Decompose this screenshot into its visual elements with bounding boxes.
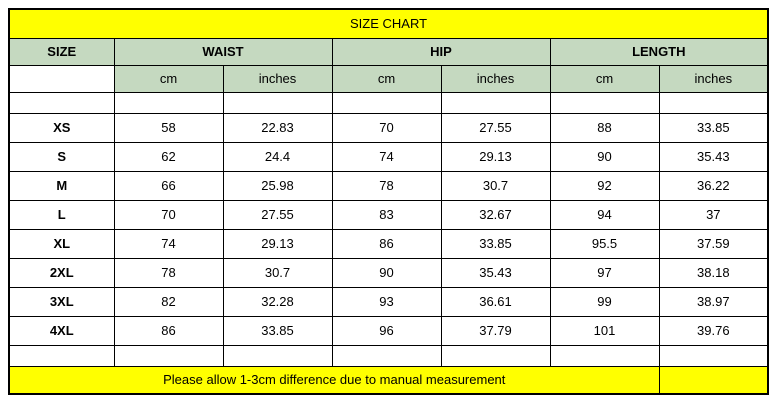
table-row [9, 114, 768, 143]
unit-header-length-cm: cm [550, 66, 659, 93]
cell-size: S [9, 143, 114, 172]
cell-length-cm: 94 [550, 201, 659, 230]
cell-length-cm: 90 [550, 143, 659, 172]
cell-length-cm: 99 [550, 288, 659, 317]
size-chart-table [8, 8, 769, 395]
spacer-cell [9, 346, 114, 367]
spacer-cell [223, 93, 332, 114]
cell-hip-inches: 35.43 [441, 259, 550, 288]
cell-hip-cm: 78 [332, 172, 441, 201]
cell-hip-cm: 86 [332, 230, 441, 259]
footer-note: Please allow 1-3cm difference due to manual measurement [9, 367, 659, 395]
spacer-row-bottom [9, 346, 768, 367]
cell-length-inches: 36.22 [659, 172, 768, 201]
cell-length-inches: 37 [659, 201, 768, 230]
cell-waist-inches: 30.7 [223, 259, 332, 288]
cell-hip-inches: 37.79 [441, 317, 550, 346]
table-row [9, 172, 768, 201]
cell-length-inches: 38.97 [659, 288, 768, 317]
spacer-cell [659, 346, 768, 367]
cell-length-inches: 37.59 [659, 230, 768, 259]
cell-size: XL [9, 230, 114, 259]
title-row [9, 9, 768, 39]
spacer-cell [332, 93, 441, 114]
cell-size: 3XL [9, 288, 114, 317]
cell-length-cm: 88 [550, 114, 659, 143]
unit-header-row [9, 66, 768, 93]
footer-note-filler [659, 367, 768, 395]
cell-length-inches: 39.76 [659, 317, 768, 346]
spacer-cell [223, 346, 332, 367]
cell-hip-inches: 29.13 [441, 143, 550, 172]
spacer-cell [114, 93, 223, 114]
cell-waist-cm: 66 [114, 172, 223, 201]
cell-waist-inches: 33.85 [223, 317, 332, 346]
table-row [9, 143, 768, 172]
cell-length-inches: 33.85 [659, 114, 768, 143]
cell-length-cm: 97 [550, 259, 659, 288]
size-chart-sheet [8, 8, 767, 392]
cell-hip-cm: 83 [332, 201, 441, 230]
column-group-hip: HIP [332, 39, 550, 66]
column-group-length: LENGTH [550, 39, 768, 66]
table-row [9, 201, 768, 230]
cell-length-inches: 38.18 [659, 259, 768, 288]
cell-waist-cm: 74 [114, 230, 223, 259]
spacer-cell [332, 346, 441, 367]
cell-waist-inches: 24.4 [223, 143, 332, 172]
column-header-size: SIZE [9, 39, 114, 66]
cell-size: M [9, 172, 114, 201]
table-row [9, 230, 768, 259]
table-row [9, 288, 768, 317]
cell-size: L [9, 201, 114, 230]
unit-header-hip-cm: cm [332, 66, 441, 93]
chart-title: SIZE CHART [9, 9, 768, 39]
cell-size: XS [9, 114, 114, 143]
cell-hip-cm: 74 [332, 143, 441, 172]
cell-length-cm: 101 [550, 317, 659, 346]
spacer-cell [114, 346, 223, 367]
unit-header-waist-inches: inches [223, 66, 332, 93]
cell-waist-cm: 70 [114, 201, 223, 230]
cell-length-inches: 35.43 [659, 143, 768, 172]
spacer-cell [550, 346, 659, 367]
spacer-cell [441, 93, 550, 114]
cell-hip-cm: 93 [332, 288, 441, 317]
cell-hip-inches: 30.7 [441, 172, 550, 201]
spacer-cell [441, 346, 550, 367]
cell-hip-inches: 32.67 [441, 201, 550, 230]
cell-waist-cm: 78 [114, 259, 223, 288]
cell-waist-cm: 86 [114, 317, 223, 346]
cell-length-cm: 95.5 [550, 230, 659, 259]
spacer-cell [9, 93, 114, 114]
spacer-cell [659, 93, 768, 114]
cell-waist-inches: 29.13 [223, 230, 332, 259]
cell-waist-inches: 25.98 [223, 172, 332, 201]
group-header-row [9, 39, 768, 66]
cell-hip-inches: 27.55 [441, 114, 550, 143]
cell-length-cm: 92 [550, 172, 659, 201]
unit-header-hip-inches: inches [441, 66, 550, 93]
cell-hip-cm: 90 [332, 259, 441, 288]
cell-size: 2XL [9, 259, 114, 288]
column-group-waist: WAIST [114, 39, 332, 66]
cell-waist-cm: 62 [114, 143, 223, 172]
unit-header-length-inches: inches [659, 66, 768, 93]
cell-waist-cm: 82 [114, 288, 223, 317]
table-row [9, 317, 768, 346]
cell-waist-inches: 22.83 [223, 114, 332, 143]
footer-note-row [9, 367, 768, 395]
cell-size: 4XL [9, 317, 114, 346]
unit-header-waist-cm: cm [114, 66, 223, 93]
unit-header-blank [9, 66, 114, 93]
cell-hip-cm: 96 [332, 317, 441, 346]
cell-hip-inches: 36.61 [441, 288, 550, 317]
cell-hip-cm: 70 [332, 114, 441, 143]
cell-waist-inches: 27.55 [223, 201, 332, 230]
table-row [9, 259, 768, 288]
cell-waist-cm: 58 [114, 114, 223, 143]
spacer-cell [550, 93, 659, 114]
cell-hip-inches: 33.85 [441, 230, 550, 259]
spacer-row-top [9, 93, 768, 114]
cell-waist-inches: 32.28 [223, 288, 332, 317]
